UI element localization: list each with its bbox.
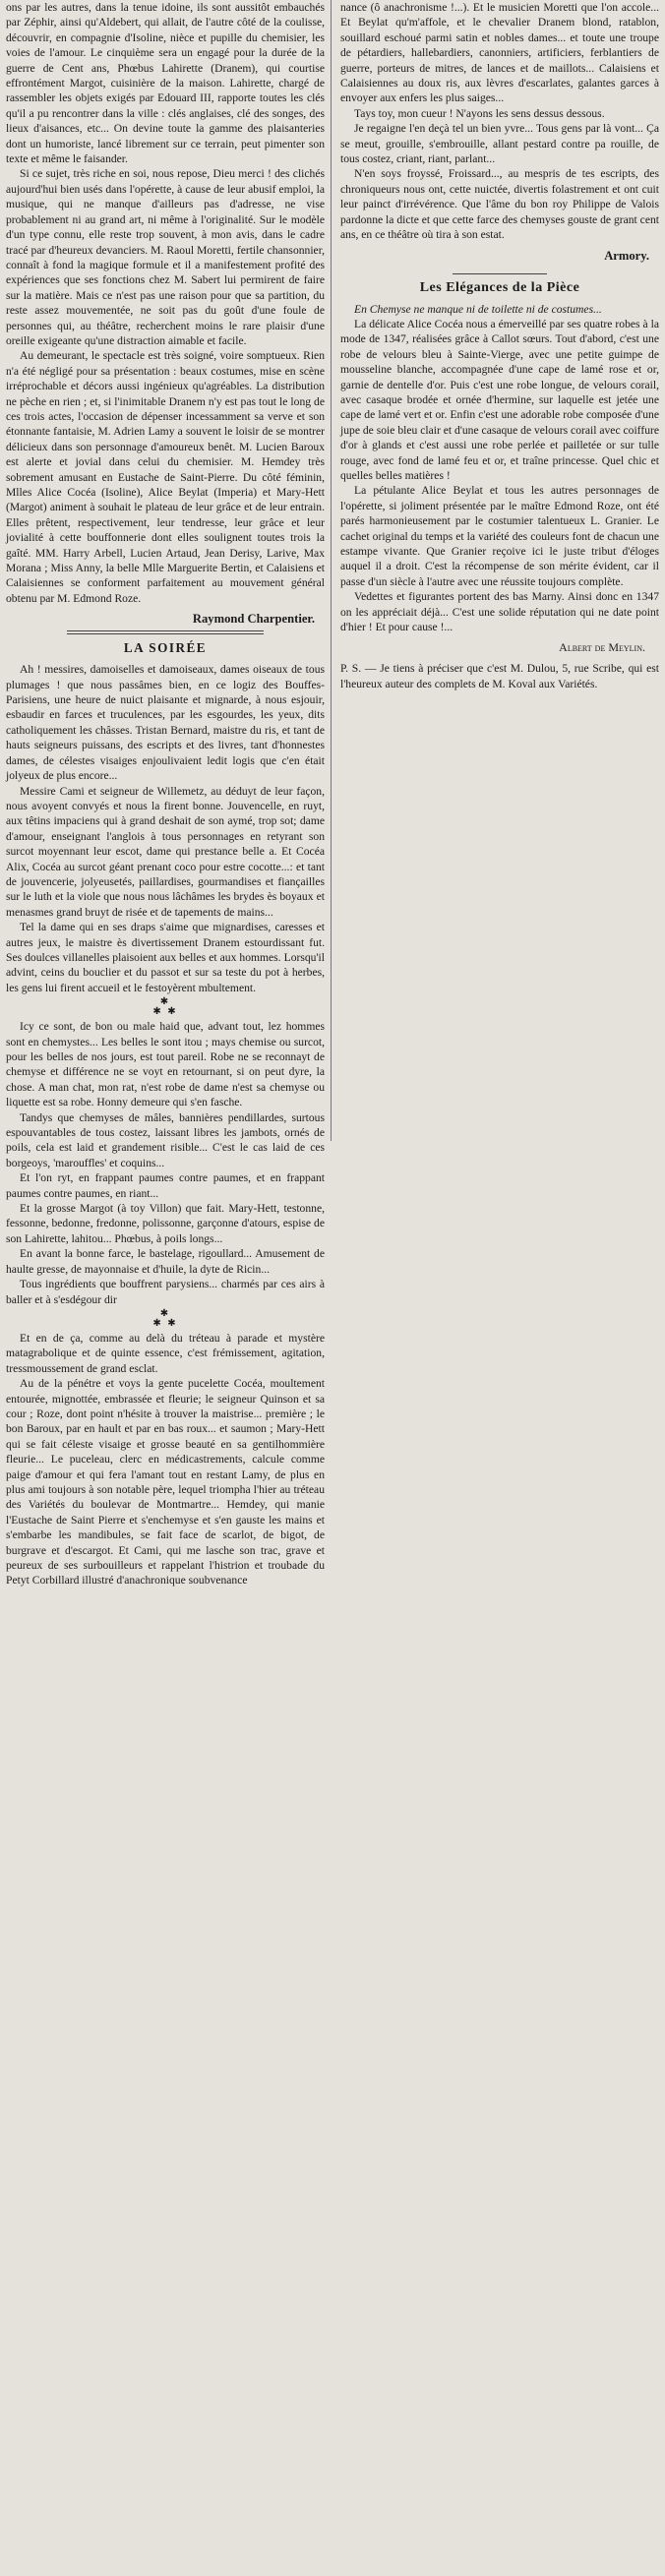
soiree-paragraph: Et l'on ryt, en frappant paumes contre paumes, et en frappant paumes contre paumes, en riant... <box>6 1171 325 1200</box>
stars-separator: ✱ ✱ ✱ <box>152 1307 178 1329</box>
section-rule <box>67 630 264 634</box>
review-paragraph: Si ce sujet, très riche en soi, nous repose, Dieu merci ! des clichés aujourd'hui bien usés dans l'opérette, à cause de leur abusif emploi, la musique, qui ne manque d'ailleurs pas d'adresse, ne vise probablement ni au grand art, ni même à l'originalité. Sur le modèle d'un type connu, elle reste trop souvent, à mon avis, dans le cadre tracé par d'heureux devanciers. M. Raoul Moretti, fertile chansonnier, connaît à fond la magique formule et il a manifestement profité des expériences que ses fonctions chez M. Sabert lui permirent de faire sur la matière. Mais ce n'est pas une raison pour que sa partition, du reste assez mouvementée, ne soit pas du goût d'une foule de personnes qui, au théâtre, recherchent moins le rare plaisir d'une oreille exigeante qu'une distraction aimable et facile. <box>6 167 325 347</box>
elegances-body <box>340 302 659 635</box>
elegances-paragraph: La pétulante Alice Beylat et tous les autres personnages de l'opérette, si joliment présentée par le maître Edmond Roze, ont été parés harmonieusement par le costumier talentueux L. Granier. Le cachet original du temps et la variété des couleurs font de chacun une estampe vivante. Que Granier reçoive ici le juste tribut d'éloges auquel il a droit. C'est la récompense de son mérite évident, car il passe d'un siècle à l'autre avec une réussite toujours complète. <box>340 484 659 588</box>
soiree-paragraph: Ah ! messires, damoiselles et damoiseaux, dames oiseaux de tous plumages ! que nous passâmes bien, en ce logiz des Bouffes-Parisiens, une heure de nuict plaisante et mignarde, à nous esjouir, esbaudir en farces et truculences, par les esgourdes, les yeux, dits catholiquement les châsses. Tristan Bernard, maistre du ris, et tant de hauts seigneurs puissans, des escripts et des livres, tant d'honnestes dames, de célestes visaiges enjoulivaient ledit logis que c'en était jolyeux de plus encore... <box>6 663 325 783</box>
elegances-paragraph: La délicate Alice Cocéa nous a émerveillé par ses quatre robes à la mode de 1347, réalisées grâce à Callot sœurs. Tout d'abord, c'est une robe de velours bleu à Sainte-Vierge, avec une petite guimpe de mousseline blanche, accompagnée d'une cape de lamé rose et or, garnie de dentelle d'or. Puis c'est une robe longue, de velours corail, avec casaque brodée et ornée d'hermine, sur laquelle est jetée une cape de lamé vert et or. Enfin c'est une adorable robe composée d'une jupe de soie bleu clair et d'une casaque de velours corail avec coiffure d'or à glands et c'est aussi une robe perlée et pailletée or sur tulle rouge, avec fond de lamé feu et or, et traîne princesse. Quel chic et quelles belles matières ! <box>340 317 659 482</box>
soiree-paragraph: Au de la pénétre et voys la gente pucelette Cocéa, moultement entourée, mignottée, embrassée et fleurie; le seigneur Quinson et sa cour ; Roze, dont point n'hésite à trouver la maistrise... première ; le bon Baroux, par en hault et par en bas roux... et saumon ; Mary-Hett qui se fait céleste visaige et grosse beauté en sa gentilhommière fleurie... Le puceleau, clerc en médicastrements, calcule comme paige d'amour et qui fera l'amant tout en restant Lamy, de plus en plus ami toujours à son notable père, lequel triompha l'hier au tréteau des Variétés du boulevar de Montmartre... Hemdey, qui manie l'Eustache de Saint Pierre et s'enchemyse et s'en gauste les mains et s'embarbe les mandibules, se fait face de scarlot, de bigot, de burgrave et d'escargot. Et Cami, qui me lasche son trac, grave et peureux de ses surbouilleurs et rappelant l'histrion et troubade du Petyt Corbillard illustré d'anachronique soubvenance <box>6 1377 325 1588</box>
soiree-paragraph: Messire Cami et seigneur de Willemetz, au déduyt de leur façon, nous avoyent convyés et nous la firent bonne. Jouvencelle, en ruyt, aux têtins impaciens qui à grand deshait de son aymé, trop sot; dame d'amour, enseignant l'anglois à tous personnages en retyrant son surcot moyennant leur escot, dame qui prestance belle a. Et Cocéa Alix, Cocéa au surcot géant prenant coco pour estre cocotte...: et tant de jouvencerie, jolyeusetés, paillardises, gourmandises et fiançailles sur le luth et la viole que nous nous lâchâmes les brydes ès boyaux et menasmes grand bruyt de risée et de tapements de mains... <box>6 784 325 919</box>
soiree-title: LA SOIRÉE <box>123 640 208 656</box>
soiree-paragraph: Tel la dame qui en ses draps s'aime que mignardises, caresses et autres jeux, le maistre ès divertissement Dranem estourdissant fut. Ses doulces villanelles plaisoient aux belles et aux hommes. Lorsqu'il advint, ceins du bouclier et du passot et sur sa teste du pot à herbes, les gens lui firent accueil et le festoyèrent mbultement. <box>6 921 325 994</box>
section-rule <box>453 273 547 274</box>
elegances-paragraph: En Chemyse ne manque ni de toilette ni de costumes... <box>354 302 602 316</box>
review-paragraph: ons par les autres, dans la tenue idoine, ils sont aussitôt embauchés par Zéphir, ainsi qu'Aldebert, qui allait, de l'autre côté de la coulisse, découvrir, en compagnie d'Isoline, nièce et pupille du chemisier, les voies de l'amour. Le cinquième sera un engagé pour la durée de la guerre de Cent ans, Phœbus Lahirette (Dranem), qui courtise effrontément Margot, cuisinière de la maison. Lahirette, chargé de rassembler les objets exigés par Edouard III, rapporte toutes les clés qu'il a pu rencontrer dans la ville : clés anglaises, clé des songes, des lieux d'aisances, etc... On devine toute la gamme des plaisanteries dont un humoriste, lancé librement sur ce terrain, peut pimenter son texte et même le faisander. <box>6 1 325 166</box>
elegances-signature: Albert de Meylin. <box>559 640 645 655</box>
soiree-paragraph: Et la grosse Margot (à toy Villon) que fait. Mary-Hett, testonne, fessonne, bedonne, fredonne, polissonne, garçonne d'atours, espise de son Lahirette, lahitou... Phœbus, à poils longs... <box>6 1202 325 1245</box>
soiree-paragraph: En avant la bonne farce, le bastelage, rigoullard... Amusement de haulte gresse, de mayonnaise et d'huile, la dyte de Ricin... <box>6 1247 325 1276</box>
review-body <box>6 0 325 606</box>
soiree-paragraph: N'en soys froyssé, Froissard..., au mespris de tes escripts, des chroniqueurs nous ont, cette nuictée, divertis folastrement et ont cuit leur painct d'irrévérence. Que l'âme du bon roy Philippe de Valois pardonne la dicte et que cette farce des chemyses gouste de grant cent ans, en ce théâtre où tira à son estat. <box>340 167 659 242</box>
postscript: P. S. — Je tiens à préciser que c'est M. Dulou, 5, rue Scribe, qui est l'heureux auteur des complets de M. Koval aux Variétés. <box>340 662 659 690</box>
soiree-signature: Armory. <box>604 248 649 263</box>
soiree-paragraph: Tandys que chemyses de mâles, bannières pendillardes, surtous espouvantables de tous costez, laissant libres les jambots, ornés de poils, cela est laid et grandement risible... C'est le cas laid de ces borgeoys, 'marouffles' et coquins... <box>6 1110 325 1169</box>
soiree-continuation <box>340 0 659 243</box>
soiree-body <box>6 662 325 1588</box>
soiree-paragraph: Et en de ça, comme au delà du tréteau à parade et mystère matagrabolique et de quinte essence, c'est frémissement, agitation, tressmoussement de grand esclat. <box>6 1331 325 1375</box>
soiree-paragraph: Tays toy, mon cueur ! N'ayons les sens dessus dessous. <box>354 106 605 120</box>
left-column <box>0 0 329 1588</box>
soiree-paragraph: nance (ô anachronisme !...). Et le musicien Moretti que l'on accole... Et Beylat qu'm'affole, et le chevalier Dranem blond, ratablon, souillard eschoué parmi satin et nobles dames... et toute une troupe de pétardiers, hallebardiers, canonniers, artificiers, ferblantiers de guerre, porteurs de mitres, de lances et de maillots... Calaisiens et Calaisiennes au doux ris, aux lèvres d'escarlates, galantes garces à envoyer aux enfers les plus saiges... <box>340 1 659 105</box>
soiree-paragraph: Icy ce sont, de bon ou male haid que, advant tout, lez hommes sont en chemystes... Les belles le sont itou ; mays chemise ou surcot, pour les belles de nos jours, est tout pareil. Robe ne se reconnayt de chemyse et différence ne se voyt en retournant, si on peut dyre, la chose. A man chat, mon rat, n'est robe de dame n'est sa chemyse ou liquette est sa robe. Honny demeure qui s'en fasche. <box>6 1020 325 1109</box>
review-signature: Raymond Charpentier. <box>192 612 315 627</box>
elegances-paragraph: Vedettes et figurantes portent des bas Marny. Ainsi donc en 1347 on les appréciait déjà... C'est une solide réputation qui ne date point d'hier ! Et pour cause !... <box>340 590 659 634</box>
column-divider <box>331 0 332 1141</box>
soiree-paragraph: Tous ingrédients que bouffrent parysiens... charmés par ces airs à baller et à s'esdégour dir <box>6 1278 325 1306</box>
review-paragraph: Au demeurant, le spectacle est très soigné, voire somptueux. Rien n'a été négligé pour sa présentation : beaux costumes, mise en scène irréprochable et décors aussi ingénieux qu'agréables. La distribution ne pèche en rien ; et, si l'inimitable Dranem n'y est pas tout le long de ces trois actes, l'occasion de dépenser incessamment sa verve et son étonnante fantaisie, M. Adrien Lamy a souvent le loisir de se montrer délicieux dans son personnage d'amoureux benêt. M. Lucien Baroux est alerte et jovial dans celui du chemisier. M. Hemdey très sobrement amusant en Eustache de Saint-Pierre. Du côté féminin, Mlles Alice Cocéa (Isoline), Alice Beylat (Imperia) et Mary-Hett (Margot) animent à souhait le plateau de leur grâce et de leur entrain. Elles prêtent, respectivement, leur tendresse, leur grâce et leur jovialité à cette bouffonnerie dont elles soulignent toutes trois la gaîté. MM. Harry Arbell, Lucien Artaud, Jean Derisy, Larive, Max Morana ; Miss Anny, la belle Mlle Marguerite Bertin, et Calaisiens et Calaisiennes se conforment parfaitement au mouvement général obtenu par M. Edmond Roze. <box>6 349 325 605</box>
stars-separator: ✱ ✱ ✱ <box>152 996 178 1018</box>
soiree-paragraph: Je regaigne l'en deçà tel un bien yvre... Tous gens par là vont... Ça se meut, grouille, s'embrouille, allant pestard contre pa rouille, de tous costez, criant, riant, parlant... <box>340 122 659 166</box>
right-column <box>334 0 665 691</box>
elegances-title: Les Elégances de la Pièce <box>419 279 580 295</box>
